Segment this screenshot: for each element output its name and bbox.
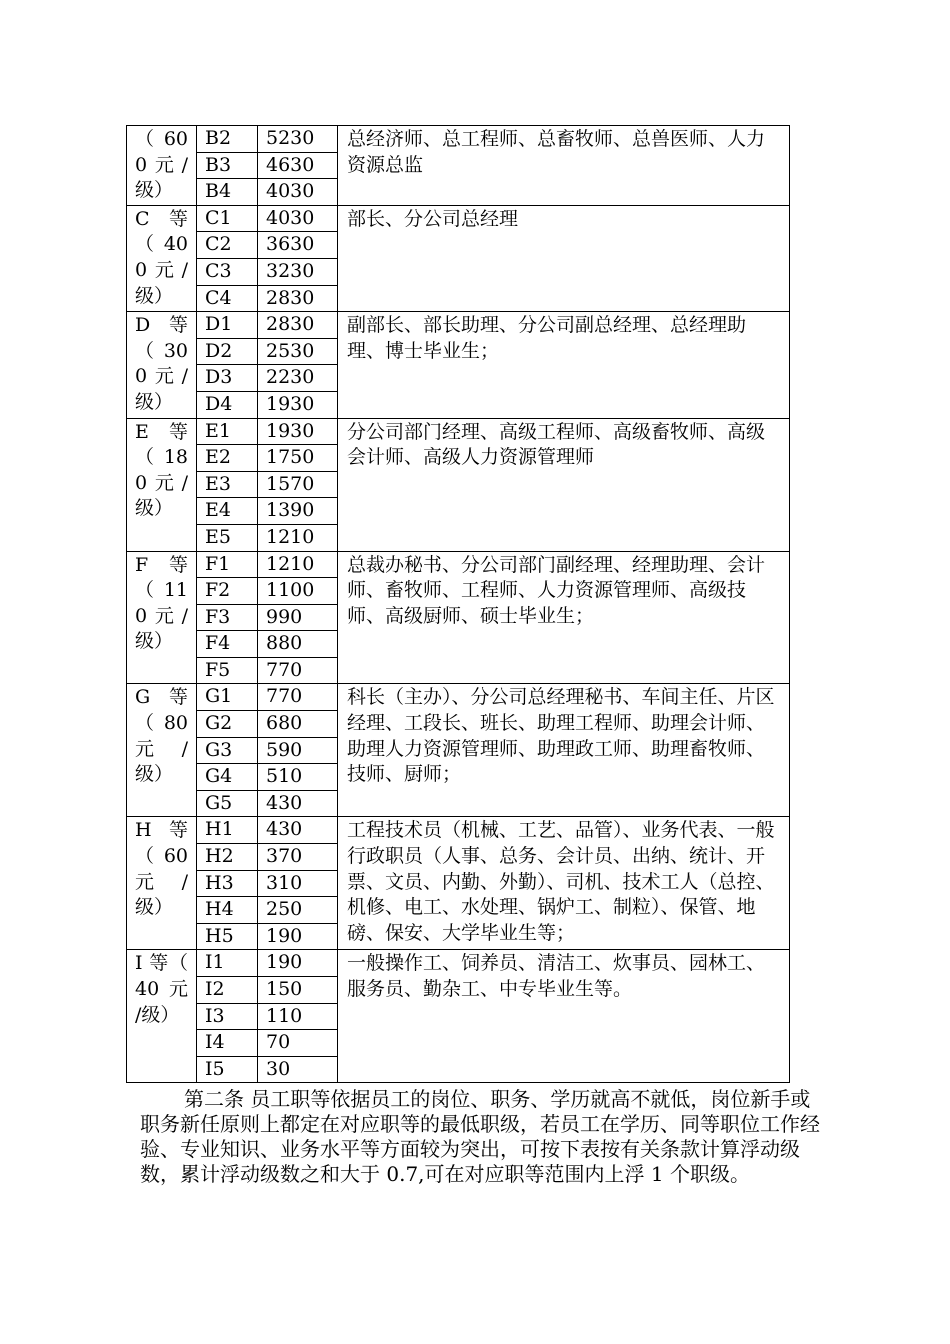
grade-code-cell: H5 xyxy=(197,923,258,950)
grade-code-cell: E5 xyxy=(197,524,258,551)
grade-tier-cell: D 等（ 30 0元/级） xyxy=(127,312,197,418)
salary-amount-cell: 2230 xyxy=(258,365,338,392)
article-two-paragraph xyxy=(140,1087,820,1186)
grade-code-cell: I3 xyxy=(197,1003,258,1030)
table-row xyxy=(127,418,790,445)
grade-code-cell: B3 xyxy=(197,152,258,179)
salary-amount-cell: 150 xyxy=(258,977,338,1004)
salary-amount-cell: 680 xyxy=(258,711,338,738)
grade-code-cell: I5 xyxy=(197,1056,258,1083)
grade-tier-cell: E 等（ 18 0元/级） xyxy=(127,418,197,551)
grade-code-cell: I1 xyxy=(197,950,258,977)
salary-amount-cell: 4030 xyxy=(258,205,338,232)
grade-tier-cell: C 等（ 40 0元/级） xyxy=(127,205,197,311)
salary-amount-cell: 1100 xyxy=(258,578,338,605)
grade-code-cell: G5 xyxy=(197,790,258,817)
grade-code-cell: H3 xyxy=(197,870,258,897)
grade-code-cell: E3 xyxy=(197,471,258,498)
salary-amount-cell: 1210 xyxy=(258,524,338,551)
document-page xyxy=(126,125,820,1207)
applicable-positions-cell: 科长（主办）、分公司总经理秘书、车间主任、片区经理、工段长、班长、助理工程师、助理会计师、助理人力资源管理师、助理政工师、助理畜牧师、技师、厨师； xyxy=(338,684,790,817)
salary-amount-cell: 70 xyxy=(258,1030,338,1057)
salary-amount-cell: 590 xyxy=(258,737,338,764)
salary-amount-cell: 1210 xyxy=(258,551,338,578)
grade-code-cell: I4 xyxy=(197,1030,258,1057)
table-row xyxy=(127,817,790,844)
applicable-positions-cell: 总裁办秘书、分公司部门副经理、经理助理、会计师、畜牧师、工程师、人力资源管理师、高级技师、高级厨师、硕士毕业生； xyxy=(338,551,790,684)
applicable-positions-cell: 分公司部门经理、高级工程师、高级畜牧师、高级会计师、高级人力资源管理师 xyxy=(338,418,790,551)
applicable-positions-cell: 副部长、部长助理、分公司副总经理、总经理助理、博士毕业生； xyxy=(338,312,790,418)
grade-code-cell: D2 xyxy=(197,338,258,365)
salary-amount-cell: 1570 xyxy=(258,471,338,498)
salary-amount-cell: 3630 xyxy=(258,232,338,259)
grade-code-cell: C3 xyxy=(197,258,258,285)
grade-code-cell: F5 xyxy=(197,657,258,684)
grade-tier-cell: G 等（ 80 元 /级） xyxy=(127,684,197,817)
article-two-text: 第二条 员工职等依据员工的岗位、职务、学历就高不就低，岗位新手或职务新任原则上都定在对应职等的最低职级，若员工在学历、同等职位工作经验、专业知识、业务水平等方面较为突出，可按下表按有关条款计算浮动级数，累计浮动级数之和大于 0.7,可在对应职等范围内上浮 1 个职级。 xyxy=(140,1087,820,1186)
grade-code-cell: E2 xyxy=(197,445,258,472)
salary-amount-cell: 3230 xyxy=(258,258,338,285)
salary-amount-cell: 310 xyxy=(258,870,338,897)
grade-tier-cell: （ 60 0元/级） xyxy=(127,126,197,206)
grade-code-cell: D3 xyxy=(197,365,258,392)
salary-amount-cell: 4030 xyxy=(258,179,338,206)
salary-amount-cell: 430 xyxy=(258,790,338,817)
grade-code-cell: D1 xyxy=(197,312,258,339)
salary-amount-cell: 250 xyxy=(258,897,338,924)
grade-code-cell: G2 xyxy=(197,711,258,738)
grade-code-cell: G4 xyxy=(197,764,258,791)
table-row xyxy=(127,551,790,578)
table-row xyxy=(127,684,790,711)
grade-code-cell: G3 xyxy=(197,737,258,764)
grade-code-cell: C2 xyxy=(197,232,258,259)
salary-amount-cell: 110 xyxy=(258,1003,338,1030)
applicable-positions-cell: 工程技术员（机械、工艺、品管）、业务代表、一般行政职员（人事、总务、会计员、出纳、统计、开票、文员、内勤、外勤）、司机、技术工人（总控、机修、电工、水处理、锅炉工、制粒）、保管、地磅、保安、大学毕业生等； xyxy=(338,817,790,950)
grade-code-cell: H2 xyxy=(197,844,258,871)
grade-code-cell: F3 xyxy=(197,604,258,631)
grade-code-cell: B2 xyxy=(197,126,258,153)
grade-code-cell: E1 xyxy=(197,418,258,445)
grade-code-cell: E4 xyxy=(197,498,258,525)
table-row xyxy=(127,126,790,153)
grade-code-cell: D4 xyxy=(197,391,258,418)
grade-tier-cell: H 等（ 60 元 /级） xyxy=(127,817,197,950)
applicable-positions-cell: 总经济师、总工程师、总畜牧师、总兽医师、人力资源总监 xyxy=(338,126,790,206)
table-row xyxy=(127,950,790,977)
salary-amount-cell: 1930 xyxy=(258,391,338,418)
salary-amount-cell: 2830 xyxy=(258,285,338,312)
grade-code-cell: H4 xyxy=(197,897,258,924)
salary-amount-cell: 880 xyxy=(258,631,338,658)
salary-amount-cell: 1930 xyxy=(258,418,338,445)
applicable-positions-cell: 一般操作工、饲养员、清洁工、炊事员、园林工、服务员、勤杂工、中专毕业生等。 xyxy=(338,950,790,1083)
grade-code-cell: B4 xyxy=(197,179,258,206)
grade-code-cell: F1 xyxy=(197,551,258,578)
salary-amount-cell: 510 xyxy=(258,764,338,791)
salary-amount-cell: 5230 xyxy=(258,126,338,153)
grade-code-cell: G1 xyxy=(197,684,258,711)
salary-amount-cell: 190 xyxy=(258,950,338,977)
grade-salary-table xyxy=(126,125,790,1083)
grade-tier-cell: F 等（ 11 0元/级） xyxy=(127,551,197,684)
salary-amount-cell: 2830 xyxy=(258,312,338,339)
grade-code-cell: C1 xyxy=(197,205,258,232)
grade-code-cell: H1 xyxy=(197,817,258,844)
grade-code-cell: F2 xyxy=(197,578,258,605)
salary-amount-cell: 370 xyxy=(258,844,338,871)
salary-amount-cell: 1390 xyxy=(258,498,338,525)
salary-amount-cell: 190 xyxy=(258,923,338,950)
grade-code-cell: C4 xyxy=(197,285,258,312)
salary-amount-cell: 770 xyxy=(258,657,338,684)
salary-amount-cell: 1750 xyxy=(258,445,338,472)
salary-amount-cell: 770 xyxy=(258,684,338,711)
applicable-positions-cell: 部长、分公司总经理 xyxy=(338,205,790,311)
salary-amount-cell: 990 xyxy=(258,604,338,631)
table-row xyxy=(127,205,790,232)
salary-amount-cell: 30 xyxy=(258,1056,338,1083)
grade-code-cell: I2 xyxy=(197,977,258,1004)
salary-amount-cell: 4630 xyxy=(258,152,338,179)
salary-amount-cell: 430 xyxy=(258,817,338,844)
grade-code-cell: F4 xyxy=(197,631,258,658)
grade-tier-cell: I 等（ 40 元 /级） xyxy=(127,950,197,1083)
salary-amount-cell: 2530 xyxy=(258,338,338,365)
table-row xyxy=(127,312,790,339)
